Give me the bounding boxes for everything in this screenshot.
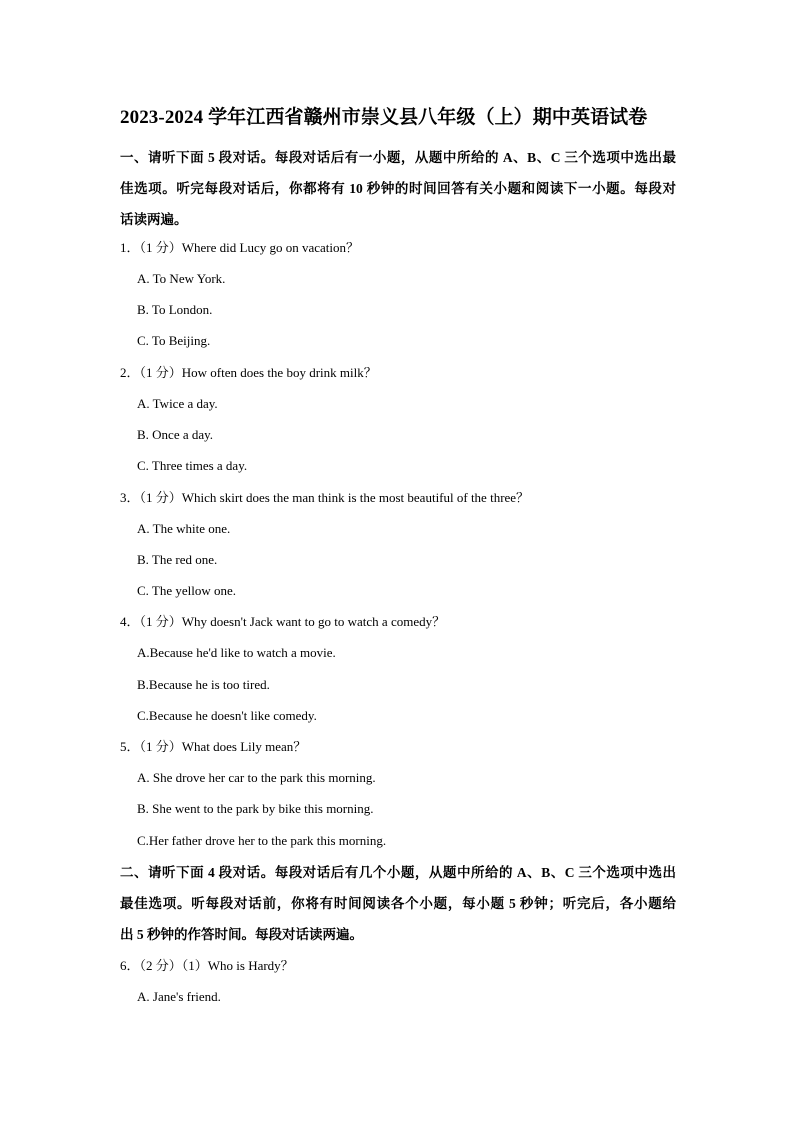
question-2-option-c: C. Three times a day. [137, 458, 248, 473]
section-1-instructions [120, 142, 676, 235]
question-5-option-b: B. She went to the park by bike this morning. [137, 801, 374, 816]
question-4-option-a: A.Because he'd like to watch a movie. [137, 645, 336, 660]
section-2-line: 最佳选项。听每段对话前，你将有时间阅读各个小题，每小题 5 秒钟；听完后，各小题给 [120, 896, 676, 911]
question-3-option-c: C. The yellow one. [137, 583, 237, 598]
section-2-instructions [120, 857, 676, 950]
question-1-option-c: C. To Beijing. [137, 333, 211, 348]
section-1-line: 一、请听下面 5 段对话。每段对话后有一小题，从题中所给的 A、B、C 三个选项中选出最 [120, 150, 676, 165]
question-1-stem: 1．（1 分）Where did Lucy go on vacation？ [120, 240, 359, 255]
question-2-option-b: B. Once a day. [137, 427, 214, 442]
question-1-option-b: B. To London. [137, 302, 213, 317]
question-5-stem: 5．（1 分）What does Lily mean？ [120, 739, 307, 754]
section-1-line: 话读两遍。 [120, 212, 188, 227]
question-6-stem: 6．（2 分）（1）Who is Hardy？ [120, 958, 294, 973]
question-4-option-b: B.Because he is too tired. [137, 677, 270, 692]
question-3-stem: 3．（1 分）Which skirt does the man think is the most beautiful of the three？ [120, 490, 530, 505]
question-6-option-a: A. Jane's friend. [137, 989, 221, 1004]
section-2-line: 二、请听下面 4 段对话。每段对话后有几个小题，从题中所给的 A、B、C 三个选项中选出 [120, 865, 676, 880]
question-4-stem: 4．（1 分）Why doesn't Jack want to go to watch a comedy？ [120, 614, 446, 629]
question-2-stem: 2．（1 分）How often does the boy drink milk？ [120, 365, 377, 380]
page-title: 2023-2024 学年江西省赣州市崇义县八年级（上）期中英语试卷 [120, 107, 648, 128]
question-5-option-a: A. She drove her car to the park this morning. [137, 770, 376, 785]
section-1-line: 佳选项。听完每段对话后，你都将有 10 秒钟的时间回答有关小题和阅读下一小题。每段对 [120, 181, 676, 196]
question-4-option-c: C.Because he doesn't like comedy. [137, 708, 317, 723]
section-2-line: 出 5 秒钟的作答时间。每段对话读两遍。 [120, 927, 363, 942]
question-5-option-c: C.Her father drove her to the park this morning. [137, 833, 387, 848]
question-3-option-a: A. The white one. [137, 521, 231, 536]
question-3-option-b: B. The red one. [137, 552, 218, 567]
question-2-option-a: A. Twice a day. [137, 396, 218, 411]
question-1-option-a: A. To New York. [137, 271, 226, 286]
